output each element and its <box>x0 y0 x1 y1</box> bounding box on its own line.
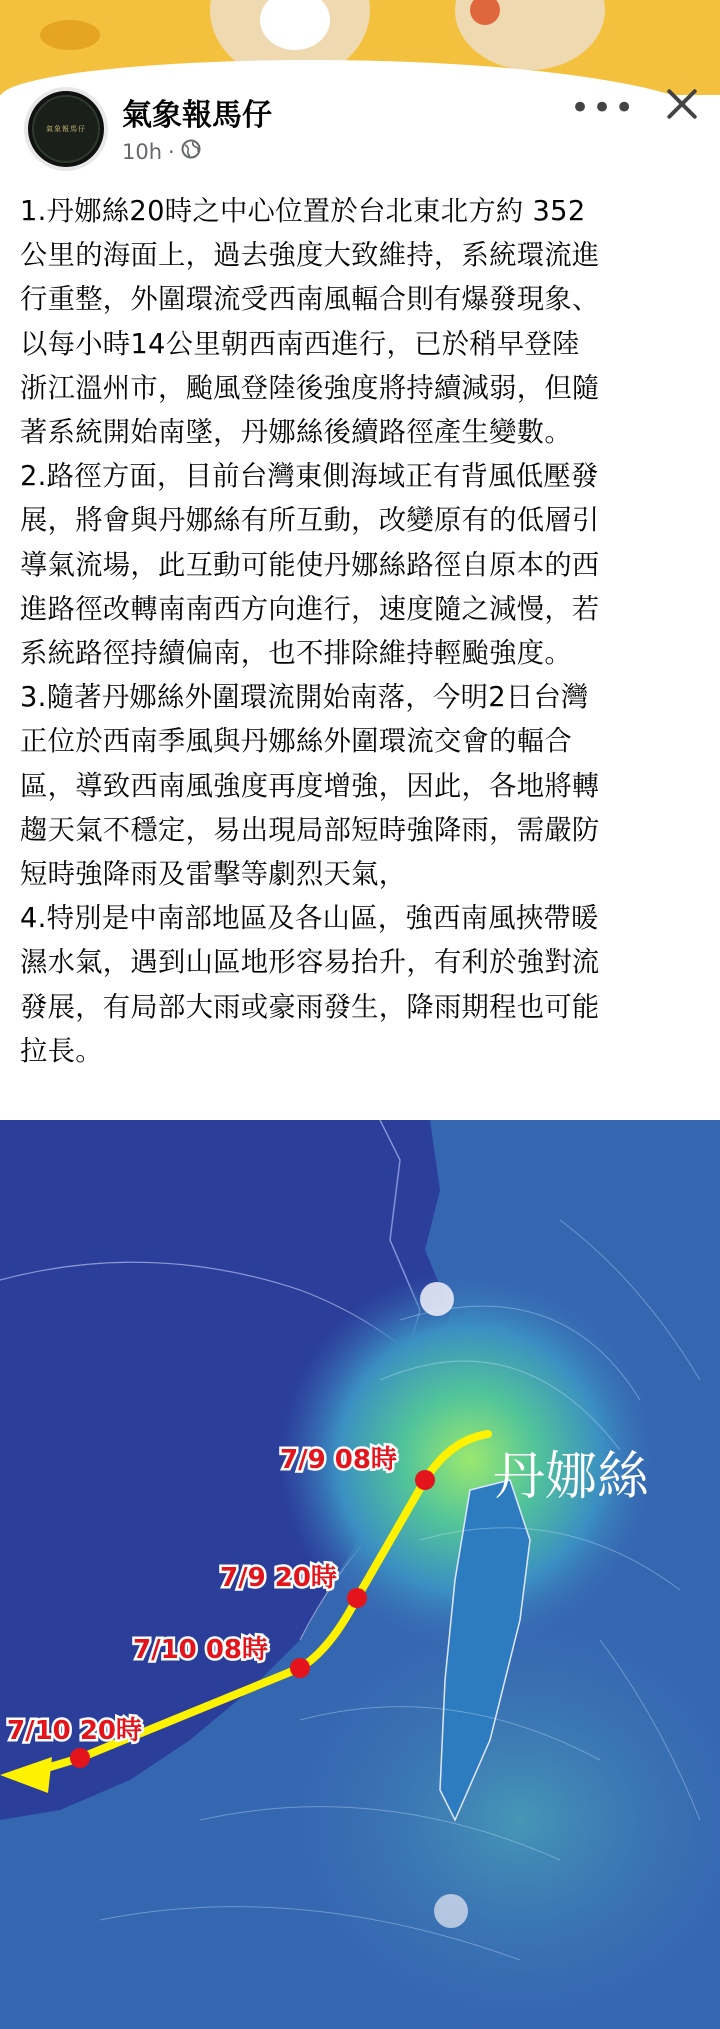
avatar-logo-text: 氣象報馬仔 <box>46 125 86 133</box>
map-graphic <box>0 1120 720 2029</box>
page-name[interactable]: 氣象報馬仔 <box>122 98 272 133</box>
globe-icon <box>181 139 201 164</box>
city-marker-north <box>420 1282 454 1316</box>
audience-separator: · <box>168 139 175 164</box>
post-body <box>20 190 710 1074</box>
track-point-2 <box>347 1588 367 1608</box>
post-paragraph-3: 3.隨著丹娜絲外圍環流開始南落，今明2日台灣 正位於西南季風與丹娜絲外圍環流交會的輻合 區，導致西南風強度再度增強，因此，各地將轉 趨天氣不穩定，易出現局部短時強降雨，需嚴防 短時強降雨及雷擊等劇烈天氣， <box>20 682 600 891</box>
track-point-1 <box>415 1470 435 1490</box>
cover-decor <box>40 20 100 50</box>
storm-name-label: 丹娜絲 <box>493 1447 650 1507</box>
avatar-logo <box>32 95 100 163</box>
close-icon[interactable] <box>662 84 702 124</box>
post-paragraph-1: 1.丹娜絲20時之中心位置於台北東北方約 352 公里的海面上，過去強度大致維持，系統環流進 行重整，外圍環流受西南風輻合則有爆發現象、 以每小時14公里朝西南西進行，已於稍早登陸 浙江溫州市，颱風登陸後強度將持續減弱，但隨 著系統開始南墜，丹娜絲後續路徑產生變數。 <box>20 196 600 449</box>
city-marker-south <box>434 1894 468 1928</box>
typhoon-track-map[interactable] <box>0 1120 720 2029</box>
track-point-4 <box>70 1748 90 1768</box>
track-point-3 <box>290 1658 310 1678</box>
post-paragraph-2: 2.路徑方面，目前台灣東側海域正有背風低壓發 展，將會與丹娜絲有所互動，改變原有的低層引 導氣流場，此互動可能使丹娜絲路徑自原本的西 進路徑改轉南南西方向進行，速度隨之減慢，若 系統路徑持續偏南，也不排除維持輕颱強度。 <box>20 461 600 670</box>
more-options-icon[interactable]: ••• <box>570 88 637 128</box>
track-label-2: 7/9 20時 <box>220 1563 337 1593</box>
track-label-4: 7/10 20時 <box>7 1716 143 1746</box>
post-paragraph-4: 4.特別是中南部地區及各山區，強西南風挾帶暖 濕水氣，遇到山區地形容易抬升，有利於強對流 發展，有局部大雨或豪雨發生，降雨期程也可能 拉長。 <box>20 903 600 1067</box>
page-avatar[interactable] <box>28 91 104 167</box>
post-meta <box>122 139 201 164</box>
track-label-3: 7/10 08時 <box>133 1635 269 1665</box>
post-time[interactable]: 10h <box>122 139 163 164</box>
track-label-1: 7/9 08時 <box>280 1445 397 1475</box>
